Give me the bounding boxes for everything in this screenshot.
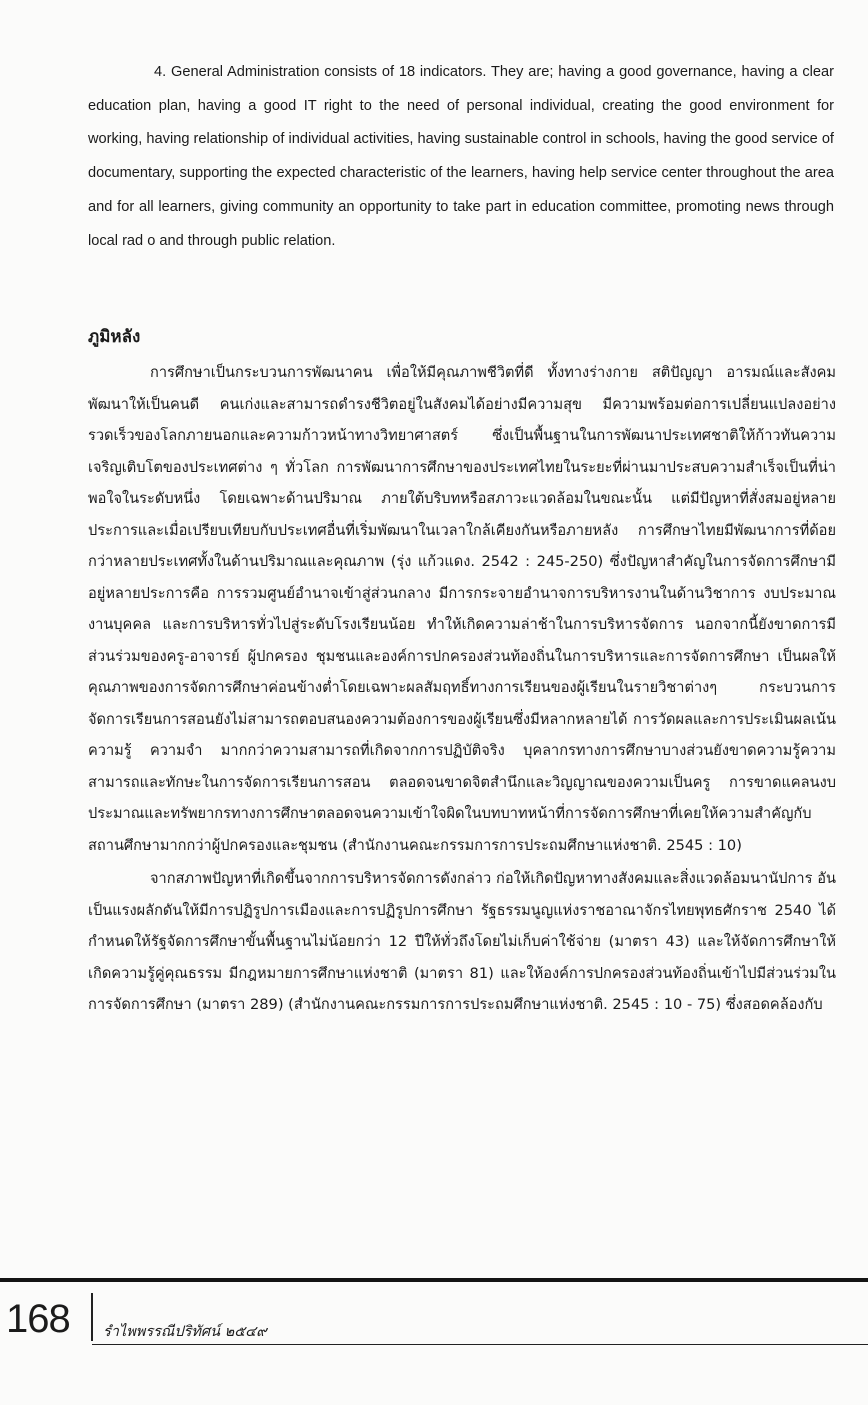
abstract-paragraph: 4. General Administration consists of 18 indicators. They are; having a good governance, having a clear education plan, having a good IT right to the need of personal individual, creating the good environment for working, having relationship of individual activities, having sustainable control in schools, having the good service of documentary, supporting the expected characteristic of the learners, having help service center throughout the area and for all learners, giving community an opportunity to take part in education committee, promoting news through local rad o and through public relation. xyxy=(88,64,834,249)
page-number: 168 xyxy=(6,1297,70,1341)
section-heading: ภูมิหลัง xyxy=(88,327,141,347)
footer-top-rule xyxy=(0,1278,868,1282)
footer-underline xyxy=(92,1344,868,1345)
body-paragraph: การศึกษาเป็นกระบวนการพัฒนาคน เพื่อให้มีคุณภาพชีวิตที่ดี ทั้งทางร่างกาย สติปัญญา อารมณ์และสังคม พัฒนาให้เป็นคนดี คนเก่งและสามารถดำรงชีวิตอยู่ในสังคมได้อย่างมีความสุข มีความพร้อมต่อการเปลี่ยนแปลงอย่างรวดเร็วของโลกภายนอกและความก้าวหน้าทางวิทยาศาสตร์ ซึ่งเป็นพื้นฐานในการพัฒนาประเทศชาติให้ก้าวทันความเจริญเติบโตของประเทศต่าง ๆ ทั่วโลก การพัฒนาการศึกษาของประเทศไทยในระยะที่ผ่านมาประสบความสำเร็จเป็นที่น่าพอใจในระดับหนึ่ง โดยเฉพาะด้านปริมาณ ภายใต้บริบทหรือสภาวะแวดล้อมในขณะนั้น แต่มีปัญหาที่สั่งสมอยู่หลายประการและเมื่อเปรียบเทียบกับประเทศอื่นที่เริ่มพัฒนาในเวลาใกล้เคียงกันหรือภายหลัง การศึกษาไทยมีพัฒนาการที่ด้อยกว่าหลายประเทศทั้งในด้านปริมาณและคุณภาพ (รุ่ง แก้วแดง. 2542 : 245-250) ซึ่งปัญหาสำคัญในการจัดการศึกษามีอยู่หลายประการคือ การรวมศูนย์อำนาจเข้าสู่ส่วนกลาง มีการกระจายอำนาจการบริหารงานในด้านวิชาการ งบประมาณ งานบุคคล และการบริหารทั่วไปสู่ระดับโรงเรียนน้อย ทำให้เกิดความล่าช้าในการบริหารจัดการ นอกจากนี้ยังขาดการมีส่วนร่วมของครู-อาจารย์ ผู้ปกครอง ชุมชนและองค์การปกครองส่วนท้องถิ่นในการบริหารและการจัดการศึกษา เป็นผลให้คุณภาพของการจัดการศึกษาค่อนข้างต่ำโดยเฉพาะผลสัมฤทธิ์ทางการเรียนของผู้เรียนในรายวิชาต่างๆ กระบวนการจัดการเรียนการสอนยังไม่สามารถตอบสนองความต้องการของผู้เรียนซึ่งมีหลากหลายได้ การวัดผลและการประเมินผลเน้นความรู้ ความจำ มากกว่าความสามารถที่เกิดจากการปฏิบัติจริง บุคลากรทางการศึกษาบางส่วนยังขาดความรู้ความสามารถและทักษะในการจัดการเรียนการสอน ตลอดจนขาดจิตสำนึกและวิญญาณของความเป็นครู การขาดแคลนงบประมาณและทรัพยากรทางการศึกษาตลอดจนความเข้าใจผิดในบทบาทหน้าที่การจัดการศึกษาที่เคยให้ความสำคัญกับสถานศึกษามากกว่าผู้ปกครองและชุมชน (สำนักงานคณะกรรมการการประถมศึกษาแห่งชาติ. 2545 : 10) xyxy=(88,364,836,854)
section-body xyxy=(88,357,836,1021)
journal-title: รำไพพรรณีปริทัศน์ ๒๕๔๙ xyxy=(103,1324,267,1340)
body-paragraph: จากสภาพปัญหาที่เกิดขึ้นจากการบริหารจัดการดังกล่าว ก่อให้เกิดปัญหาทางสังคมและสิ่งแวดล้อมนานัปการ อันเป็นแรงผลักดันให้มีการปฏิรูปการเมืองและการปฏิรูปการศึกษา รัฐธรรมนูญแห่งราชอาณาจักรไทยพุทธศักราช 2540 ได้กำหนดให้รัฐจัดการศึกษาขั้นพื้นฐานไม่น้อยกว่า 12 ปีให้ทั่วถึงโดยไม่เก็บค่าใช้จ่าย (มาตรา 43) และให้จัดการศึกษาให้เกิดความรู้คู่คุณธรรม มีกฎหมายการศึกษาแห่งชาติ (มาตรา 81) และให้องค์การปกครองส่วนท้องถิ่นเข้าไปมีส่วนร่วมในการจัดการศึกษา (มาตรา 289) (สำนักงานคณะกรรมการการประถมศึกษาแห่งชาติ. 2545 : 10 - 75) ซึ่งสอดคล้องกับ xyxy=(88,870,836,1013)
footer-divider xyxy=(91,1293,93,1341)
english-abstract xyxy=(88,56,834,258)
